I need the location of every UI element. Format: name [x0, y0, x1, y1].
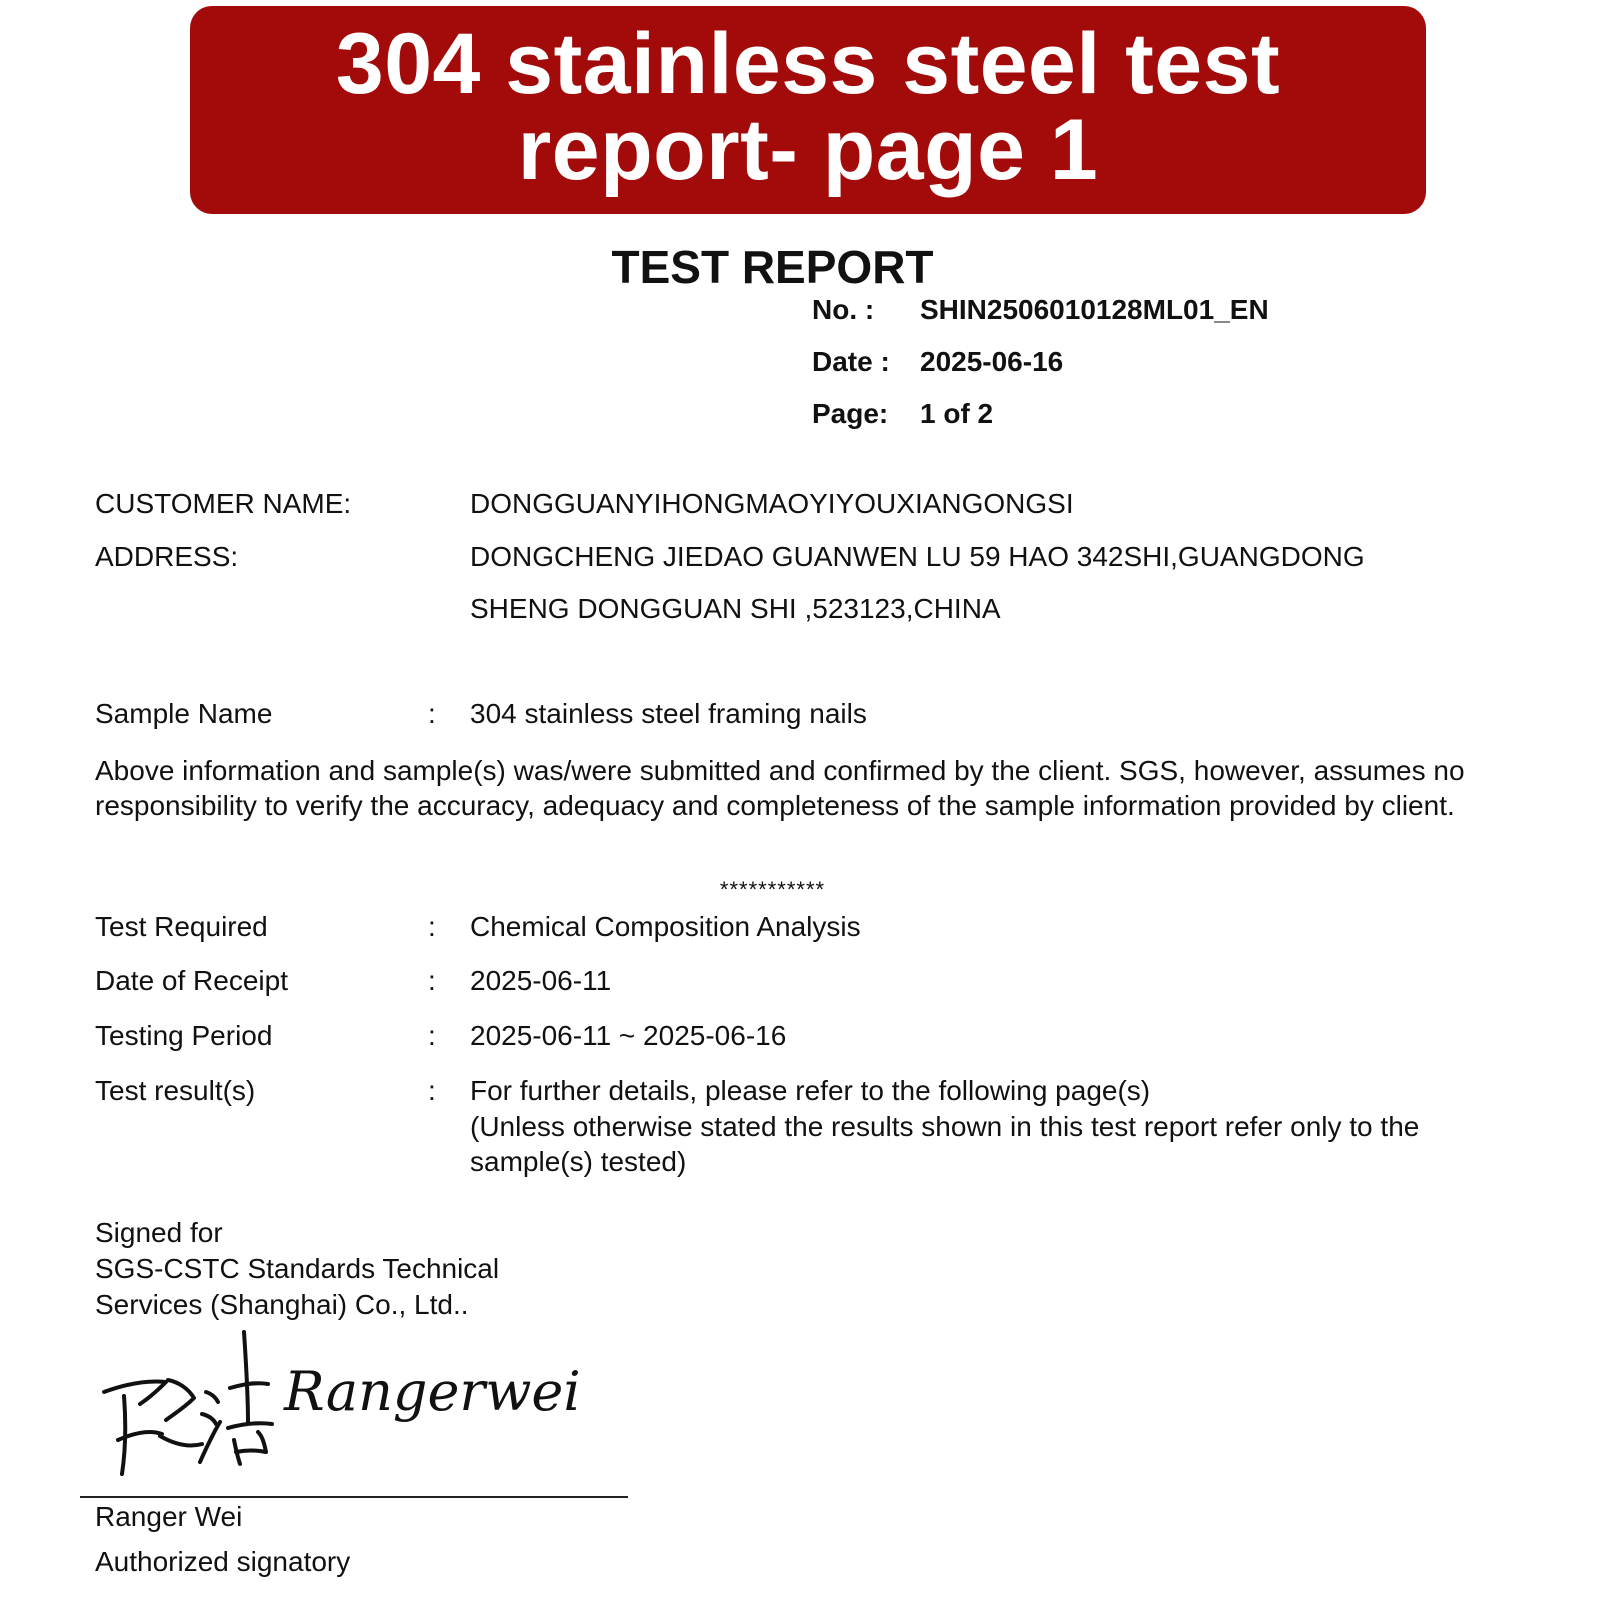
signature-line — [80, 1496, 628, 1498]
signatory-name: Ranger Wei — [95, 1501, 243, 1532]
report-heading: TEST REPORT — [611, 241, 934, 293]
testing-period-value: 2025-06-11 ~ 2025-06-16 — [470, 1020, 787, 1051]
report-number-label: No. : — [812, 294, 875, 325]
title-banner — [190, 6, 1426, 214]
test-results-label: Test result(s) — [95, 1075, 256, 1106]
testing-period-colon: : — [428, 1020, 436, 1051]
sample-name-colon: : — [428, 698, 436, 729]
report-date-label: Date : — [812, 346, 890, 377]
customer-name-value: DONGGUANYIHONGMAOYIYOUXIANGONGSI — [470, 488, 1074, 519]
company-line-2: Services (Shanghai) Co., Ltd.. — [95, 1289, 469, 1320]
signature-script: Rangerwei — [284, 1360, 581, 1423]
sample-name-value: 304 stainless steel framing nails — [470, 698, 867, 729]
signatory-role: Authorized signatory — [95, 1546, 351, 1577]
banner-title: 304 stainless steel test report- page 1 — [335, 16, 1281, 198]
sample-disclaimer: Above information and sample(s) was/were submitted and confirmed by the client. SGS, however, assumes no responsibility to verify the accuracy, adequacy and completeness of the sample information provided by client. — [95, 755, 1465, 821]
sample-name-label: Sample Name — [95, 698, 273, 729]
test-required-label: Test Required — [95, 911, 268, 942]
receipt-date-label: Date of Receipt — [95, 965, 288, 996]
test-required-colon: : — [428, 911, 436, 942]
address-label: ADDRESS: — [95, 541, 239, 572]
separator-stars: *********** — [719, 877, 826, 902]
report-number-value: SHIN2506010128ML01_EN — [920, 294, 1269, 325]
test-results-colon: : — [428, 1075, 436, 1106]
receipt-date-colon: : — [428, 965, 436, 996]
report-page-label: Page: — [812, 398, 889, 429]
test-required-value: Chemical Composition Analysis — [470, 911, 861, 942]
signed-for-block — [95, 1215, 499, 1323]
test-results-value: For further details, please refer to the following page(s) — [470, 1075, 1151, 1106]
handwritten-signature — [96, 1332, 581, 1482]
receipt-date-value: 2025-06-11 — [470, 965, 612, 996]
test-results-note: (Unless otherwise stated the results shown in this test report refer only to the sample(s) tested) — [470, 1111, 1420, 1177]
report-page-value: 1 of 2 — [920, 398, 994, 429]
customer-name-label: CUSTOMER NAME: — [95, 488, 352, 519]
testing-period-label: Testing Period — [95, 1020, 273, 1051]
report-date-value: 2025-06-16 — [920, 346, 1064, 377]
company-line-1: SGS-CSTC Standards Technical — [95, 1253, 500, 1284]
address-line-2: SHENG DONGGUAN SHI ,523123,CHINA — [470, 593, 1001, 624]
address-line-1: DONGCHENG JIEDAO GUANWEN LU 59 HAO 342SHI,GUANGDONG — [470, 541, 1365, 572]
signed-for-label: Signed for — [95, 1217, 223, 1248]
